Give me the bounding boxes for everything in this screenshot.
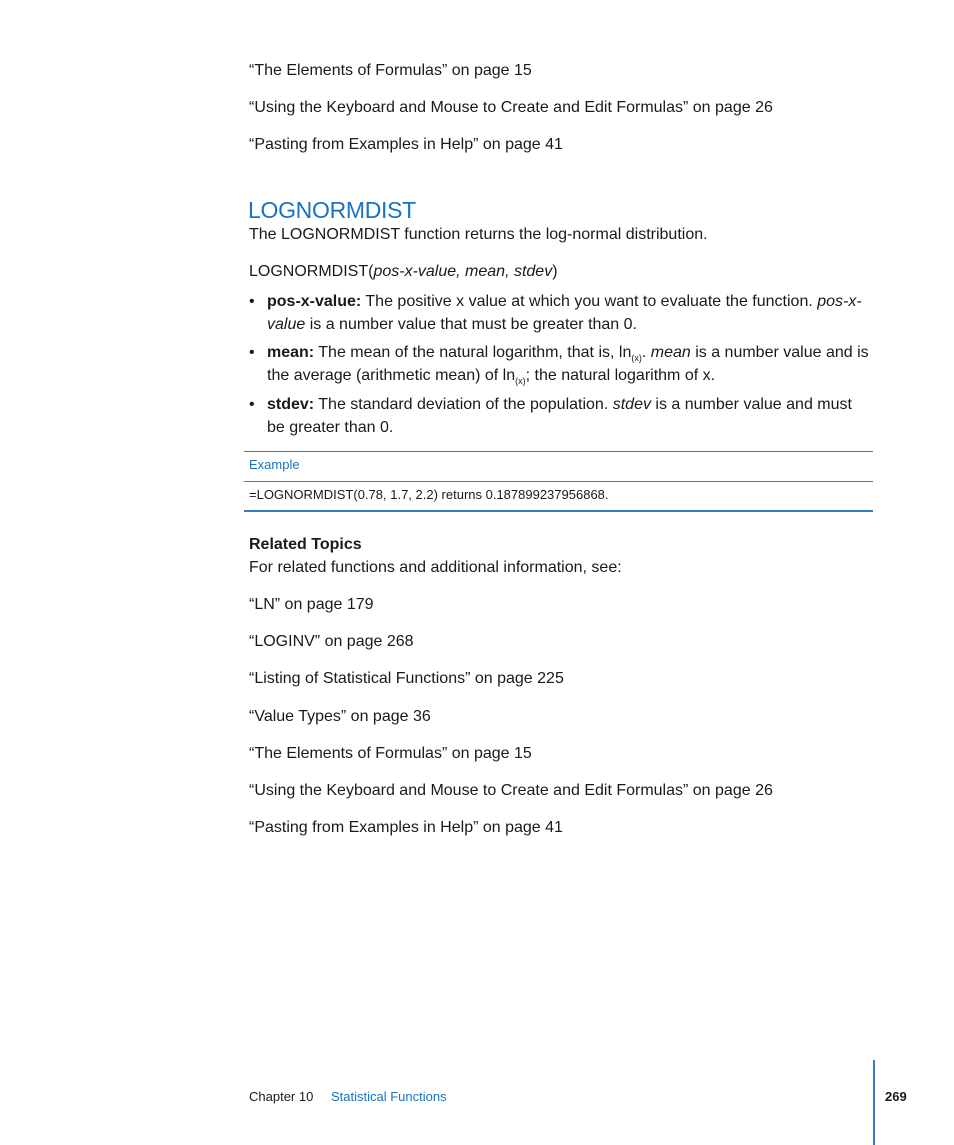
- related-link-pasting-examples[interactable]: “Pasting from Examples in Help” on page 41: [249, 819, 563, 836]
- bullet-text: The standard deviation of the population.: [314, 396, 613, 413]
- bullet-marker: •: [249, 293, 255, 310]
- related-link-ln[interactable]: “LN” on page 179: [249, 596, 374, 613]
- top-link-2[interactable]: “Using the Keyboard and Mouse to Create and Edit Formulas” on page 26: [249, 99, 773, 116]
- example-divider: [244, 481, 873, 482]
- bullet-pos-x-value: [249, 290, 873, 336]
- related-link-statistical-functions[interactable]: “Listing of Statistical Functions” on page 225: [249, 670, 564, 687]
- bullet-marker: •: [249, 344, 255, 361]
- example-top-rule: [244, 451, 873, 452]
- syntax-close-paren: ): [552, 263, 558, 280]
- term-mean: mean:: [267, 344, 315, 361]
- syntax-name: LOGNORMDIST: [249, 263, 369, 280]
- related-link-keyboard-mouse[interactable]: “Using the Keyboard and Mouse to Create and Edit Formulas” on page 26: [249, 782, 773, 799]
- arg-ref: pos-x-value: [267, 293, 862, 333]
- subscript: (x): [631, 353, 642, 363]
- bullet-body: [267, 341, 873, 387]
- syntax-args: pos-x-value, mean, stdev: [373, 263, 553, 280]
- bullet-text: The positive x value at which you want to evaluate the function.: [361, 293, 818, 310]
- example-text: =LOGNORMDIST(0.78, 1.7, 2.2) returns 0.187899237956868.: [249, 487, 609, 502]
- bullet-text: ; the natural logarithm of x.: [525, 367, 716, 384]
- subscript: (x): [515, 376, 526, 386]
- function-syntax: [249, 262, 558, 282]
- top-link-3[interactable]: “Pasting from Examples in Help” on page 41: [249, 136, 563, 153]
- arg-ref: stdev: [612, 396, 651, 413]
- footer-section-link[interactable]: Statistical Functions: [331, 1089, 447, 1104]
- page-number: 269: [885, 1089, 907, 1104]
- arg-ref: mean: [650, 344, 691, 361]
- syntax-open-paren: (: [368, 263, 374, 280]
- top-link-1[interactable]: “The Elements of Formulas” on page 15: [249, 62, 532, 79]
- function-description: The LOGNORMDIST function returns the log-normal distribution.: [249, 226, 708, 243]
- bullet-text: is a number value that must be greater than 0.: [305, 316, 637, 333]
- example-label: Example: [249, 457, 300, 472]
- related-topics-title: Related Topics: [249, 536, 362, 553]
- example-bottom-rule: [244, 510, 873, 512]
- term-pos-x-value: pos-x-value:: [267, 293, 362, 310]
- related-topics-intro: For related functions and additional information, see:: [249, 559, 622, 576]
- related-link-loginv[interactable]: “LOGINV” on page 268: [249, 633, 414, 650]
- function-heading: LOGNORMDIST: [248, 197, 416, 223]
- bullet-stdev: [249, 393, 873, 439]
- bullet-text: is a number value and must be greater than 0.: [267, 396, 852, 436]
- bullet-marker: •: [249, 396, 255, 413]
- term-stdev: stdev:: [267, 396, 315, 413]
- footer-divider: [873, 1060, 875, 1145]
- bullet-body: [267, 290, 873, 336]
- related-link-value-types[interactable]: “Value Types” on page 36: [249, 708, 431, 725]
- bullet-text: The mean of the natural logarithm, that is, ln: [314, 344, 632, 361]
- bullet-text: .: [641, 344, 651, 361]
- bullet-body: [267, 393, 873, 439]
- bullet-mean: [249, 341, 873, 387]
- related-link-elements-of-formulas[interactable]: “The Elements of Formulas” on page 15: [249, 745, 532, 762]
- footer-chapter: Chapter 10: [249, 1089, 314, 1104]
- bullet-text: is a number value and is the average (arithmetic mean) of ln: [267, 344, 869, 384]
